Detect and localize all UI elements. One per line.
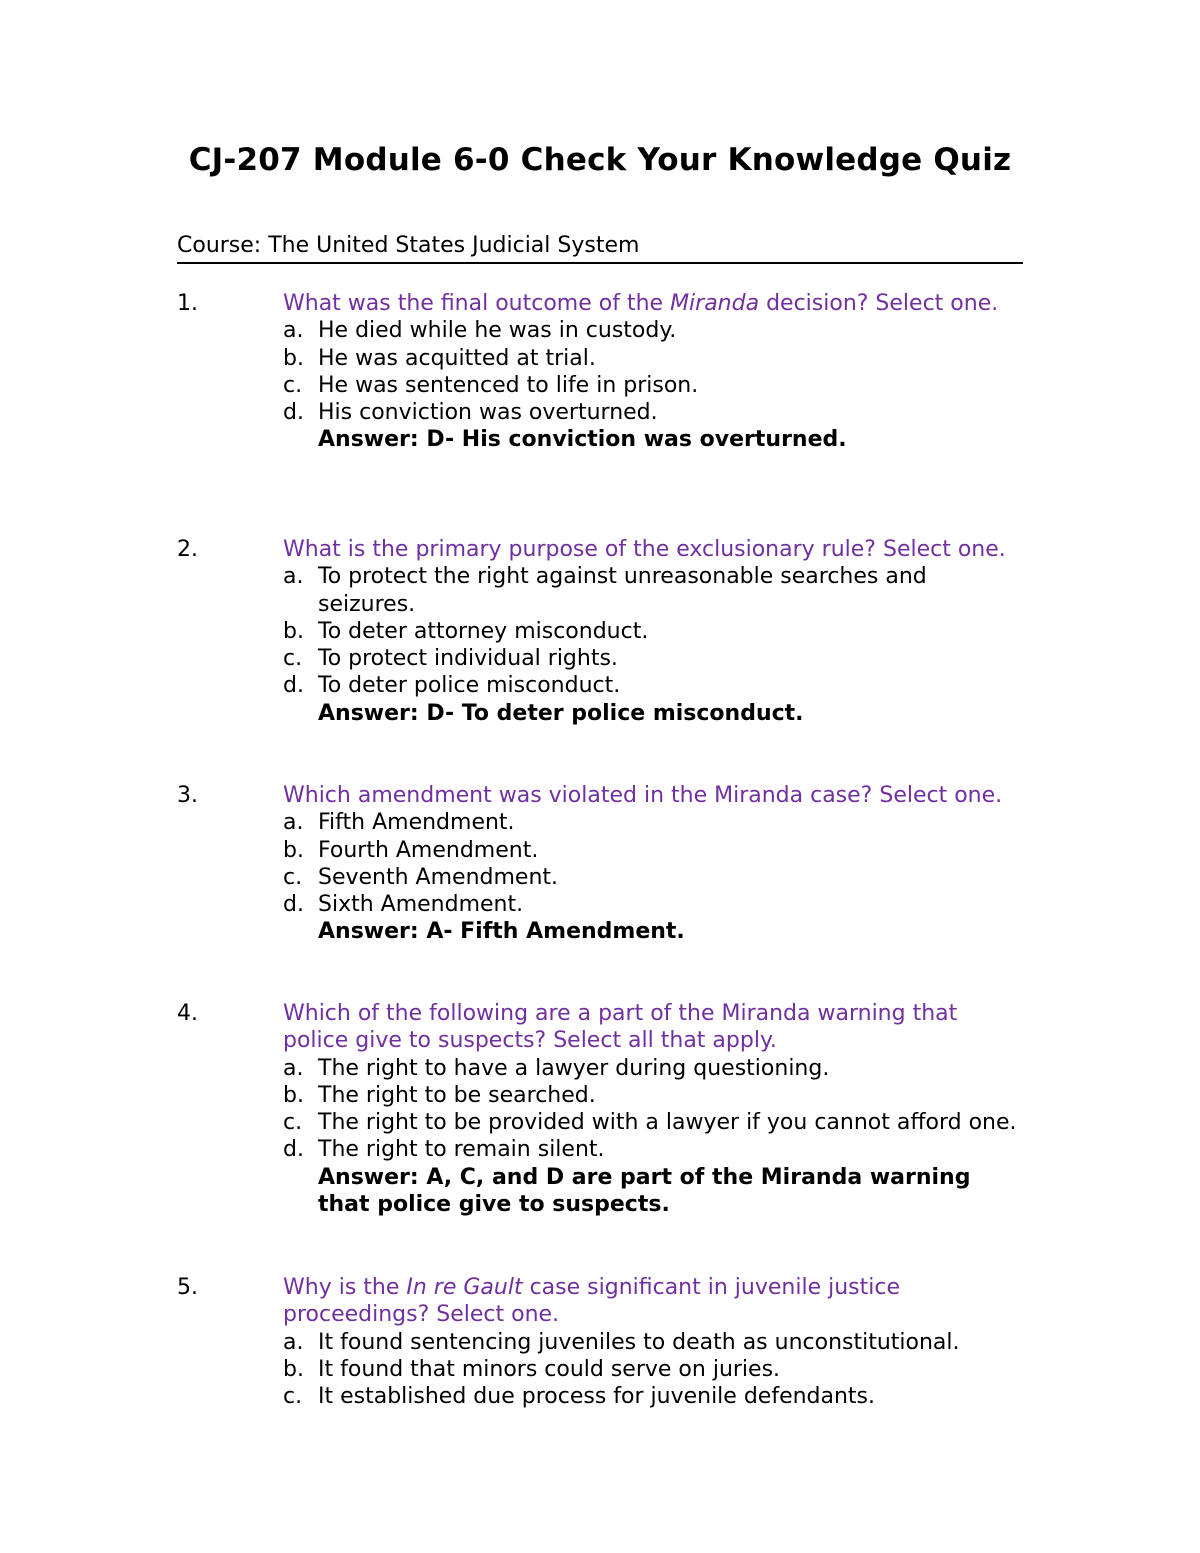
- option-text: It found that minors could serve on juries.: [318, 1356, 781, 1382]
- option-letter: c.: [283, 864, 303, 890]
- question-text: [283, 290, 1023, 317]
- option-text: He was acquitted at trial.: [318, 345, 596, 371]
- option-text: The right to remain silent.: [318, 1137, 605, 1163]
- document-title: CJ-207 Module 6-0 Check Your Knowledge Quiz: [188, 142, 1012, 178]
- option-text: The right to have a lawyer during questioning.: [318, 1055, 830, 1081]
- answer-options: [177, 1055, 1023, 1164]
- option-a: [283, 563, 1023, 618]
- option-a: [283, 317, 1023, 344]
- option-c: [283, 372, 1023, 399]
- question-1-header: [177, 290, 1023, 317]
- option-text: To deter police misconduct.: [318, 673, 621, 699]
- option-d: [283, 891, 1023, 918]
- option-text: He was sentenced to life in prison.: [318, 372, 699, 398]
- question-5: [177, 1274, 1023, 1410]
- option-letter: d.: [283, 400, 304, 426]
- option-a: [283, 1329, 1023, 1356]
- option-letter: c.: [283, 1110, 303, 1136]
- question-text-end: decision? Select one.: [759, 291, 999, 316]
- question-text-emphasis: Miranda: [670, 291, 760, 316]
- option-c: [283, 1109, 1023, 1136]
- question-number: 4.: [177, 1001, 198, 1026]
- option-letter: b.: [283, 1082, 304, 1108]
- option-text: His conviction was overturned.: [318, 400, 658, 426]
- question-text-emphasis: In re Gault: [406, 1275, 523, 1300]
- option-letter: b.: [283, 618, 304, 644]
- question-text-end: case significant in juvenile justice proceedings? Select one.: [283, 1275, 900, 1328]
- option-c: [283, 645, 1023, 672]
- question-3-header: [177, 782, 1023, 809]
- option-c: [283, 1383, 1023, 1410]
- option-letter: a.: [283, 810, 304, 836]
- option-text: Fourth Amendment.: [318, 837, 539, 863]
- answer-key: Answer: A- Fifth Amendment.: [318, 919, 685, 945]
- option-text: He died while he was in custody.: [318, 318, 677, 344]
- option-c: [283, 864, 1023, 891]
- question-number: 1.: [177, 291, 198, 316]
- option-letter: d.: [283, 1137, 304, 1163]
- option-b: [283, 1356, 1023, 1383]
- question-5-header: [177, 1274, 1023, 1329]
- option-text: Seventh Amendment.: [318, 864, 559, 890]
- answer-options: [177, 1329, 1023, 1411]
- question-text: [283, 1274, 1023, 1329]
- option-letter: c.: [283, 1384, 303, 1410]
- option-d: [283, 1136, 1023, 1163]
- option-b: [283, 618, 1023, 645]
- option-a: [283, 1055, 1023, 1082]
- option-text: To protect the right against unreasonable searches and seizures.: [318, 564, 927, 617]
- option-text: To deter attorney misconduct.: [318, 618, 649, 644]
- option-text: The right to be searched.: [318, 1082, 596, 1108]
- option-letter: a.: [283, 1055, 304, 1081]
- answer-key: Answer: A, C, and D are part of the Miranda warning that police give to suspects.: [318, 1164, 971, 1218]
- option-letter: a.: [283, 318, 304, 344]
- option-text: The right to be provided with a lawyer if you cannot afford one.: [318, 1110, 1017, 1136]
- answer-options: [177, 317, 1023, 426]
- answer-options: [177, 809, 1023, 918]
- question-1: [177, 290, 1023, 454]
- question-text: Which amendment was violated in the Miranda case? Select one.: [283, 783, 1003, 808]
- option-letter: a.: [283, 1329, 304, 1355]
- question-number: 5.: [177, 1275, 198, 1300]
- option-d: [283, 672, 1023, 699]
- question-text-start: What was the final outcome of the: [283, 291, 671, 316]
- option-text: It established due process for juvenile defendants.: [318, 1384, 876, 1410]
- option-text: Sixth Amendment.: [318, 892, 524, 918]
- course-line: Course: The United States Judicial System: [177, 232, 1023, 264]
- option-letter: c.: [283, 646, 303, 672]
- option-letter: b.: [283, 1356, 304, 1382]
- option-text: It found sentencing juveniles to death as unconstitutional.: [318, 1329, 960, 1355]
- answer-options: [177, 563, 1023, 699]
- option-a: [283, 809, 1023, 836]
- option-letter: c.: [283, 372, 303, 398]
- option-b: [283, 1082, 1023, 1109]
- option-text: Fifth Amendment.: [318, 810, 515, 836]
- option-letter: d.: [283, 892, 304, 918]
- question-number: 2.: [177, 537, 198, 562]
- option-letter: b.: [283, 345, 304, 371]
- question-2: [177, 536, 1023, 727]
- question-number: 3.: [177, 783, 198, 808]
- option-d: [283, 399, 1023, 426]
- question-4: [177, 1000, 1023, 1218]
- question-text: What is the primary purpose of the exclusionary rule? Select one.: [283, 537, 1006, 562]
- answer-key: Answer: D- To deter police misconduct.: [318, 700, 804, 726]
- option-text: To protect individual rights.: [318, 646, 618, 672]
- option-letter: b.: [283, 837, 304, 863]
- question-text-start: Why is the: [283, 1275, 407, 1300]
- answer-key: Answer: D- His conviction was overturned.: [318, 427, 847, 453]
- option-b: [283, 345, 1023, 372]
- question-text: Which of the following are a part of the Miranda warning that police give to suspects? Select all that apply.: [283, 1001, 958, 1054]
- option-letter: d.: [283, 673, 304, 699]
- question-3: [177, 782, 1023, 946]
- option-letter: a.: [283, 564, 304, 590]
- question-4-header: [177, 1000, 1023, 1055]
- question-2-header: [177, 536, 1023, 563]
- option-b: [283, 837, 1023, 864]
